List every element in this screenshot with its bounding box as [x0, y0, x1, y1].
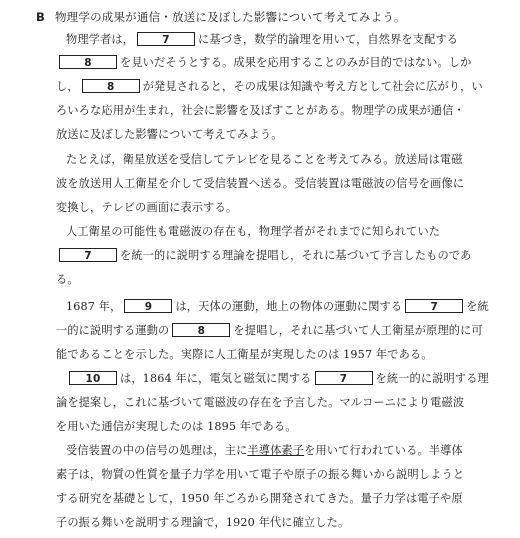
- text-run: 一的に説明する運動の: [56, 324, 170, 337]
- text-run: 受信装置の中の信号の処理は，主に: [66, 444, 248, 457]
- text-run: 人工衛星の可能性も電磁波の存在も，物理学者がそれまでに知られていた: [66, 225, 441, 238]
- text-run: を統一的に説明する理: [375, 372, 489, 385]
- answer-blank-7: 7: [405, 299, 463, 313]
- passage-line: [56, 465, 464, 485]
- text-run: に基づき，数学的論理を用いて，自然界を支配する: [198, 33, 459, 46]
- text-run: する研究を基礎として，1950 年ごろから開発されてきた。量子力学は電子や原: [56, 492, 463, 505]
- answer-blank-7: 7: [315, 371, 373, 385]
- answer-blank-10: 10: [69, 371, 117, 385]
- passage-line: [56, 53, 471, 73]
- section-letter: B: [36, 10, 45, 24]
- text-run: を提唱し，それに基づいて人工衛星が原理的に可: [233, 324, 483, 337]
- passage-line: [56, 125, 283, 145]
- text-run: は，1864 年に，電気と磁気に関する: [120, 372, 312, 385]
- passage-line: [66, 150, 463, 170]
- passage-line: [66, 297, 489, 317]
- text-run: が発見されると，その成果は知識や考え方として社会に広がり，い: [142, 80, 483, 93]
- text-run: る。: [56, 273, 79, 286]
- passage-line: [56, 246, 471, 266]
- section-title: 物理学の成果が通信・放送に及ぼした影響について考えてみよう。: [54, 10, 406, 24]
- answer-blank-7: 7: [59, 248, 117, 262]
- text-run: を用いた通信が実現したのは 1895 年である。: [56, 420, 297, 433]
- answer-blank-8: 8: [82, 79, 140, 93]
- passage-line: [66, 441, 463, 461]
- text-run: を統: [466, 300, 489, 313]
- answer-blank-8: 8: [59, 55, 117, 69]
- text-run: 1687 年，: [66, 300, 122, 313]
- answer-blank-9: 9: [124, 299, 172, 313]
- passage-line: [56, 77, 483, 97]
- text-run: たとえば，衛星放送を受信してテレビを見ることを考えてみる。放送局は電磁: [66, 153, 463, 166]
- passage-line: [56, 513, 349, 533]
- text-run: 素子は，物質の性質を量子力学を用いて電子や原子の振る舞いから説明しようと: [56, 468, 465, 481]
- text-run: ろいろな応用が生まれ，社会に影響を及ぼすことがある。物理学の成果が通信・: [56, 104, 465, 117]
- text-run: 変換し，テレビの画面に表示する。: [56, 201, 238, 214]
- passage-line: [56, 101, 465, 121]
- text-run: は，天体の運動，地上の物体の運動に関する: [175, 300, 403, 313]
- passage-line: [56, 417, 297, 437]
- passage-line: [56, 270, 79, 290]
- text-run: 能であることを示した。実際に人工衛星が実現したのは 1957 年である。: [56, 348, 433, 361]
- answer-blank-7: 7: [137, 32, 195, 46]
- passage-line: [56, 198, 237, 218]
- passage-line: [56, 321, 483, 341]
- passage-line: [56, 489, 463, 509]
- answer-blank-8: 8: [172, 323, 230, 337]
- section-heading: [36, 9, 406, 25]
- text-run: を用いて行われている。半導体: [304, 444, 463, 457]
- text-run: 波を放送用人工衛星を介して受信装置へ送る。受信装置は電磁波の信号を画像に: [56, 177, 465, 190]
- text-run: 論を提案し，これに基づいて電磁波の存在を予言した。マルコーニにより電磁波: [56, 396, 465, 409]
- text-run: し，: [56, 80, 79, 93]
- passage-line: [66, 222, 440, 242]
- underlined-term: 半導体素子: [247, 444, 305, 457]
- text-run: 物理学者は，: [66, 33, 135, 46]
- passage-line: [56, 393, 464, 413]
- passage-line: [66, 369, 489, 389]
- passage-line: [56, 174, 464, 194]
- passage-line: [66, 30, 458, 50]
- text-run: を見いだそうとする。成果を応用することのみが目的ではない。しか: [120, 56, 472, 69]
- text-run: 放送に及ぼした影響について考えてみよう。: [56, 128, 283, 141]
- passage-line: [56, 345, 433, 365]
- text-run: を統一的に説明する理論を提唱し，それに基づいて予言したものであ: [120, 249, 472, 262]
- text-run: 子の振る舞いを説明する理論で，1920 年代に確立した。: [56, 516, 350, 529]
